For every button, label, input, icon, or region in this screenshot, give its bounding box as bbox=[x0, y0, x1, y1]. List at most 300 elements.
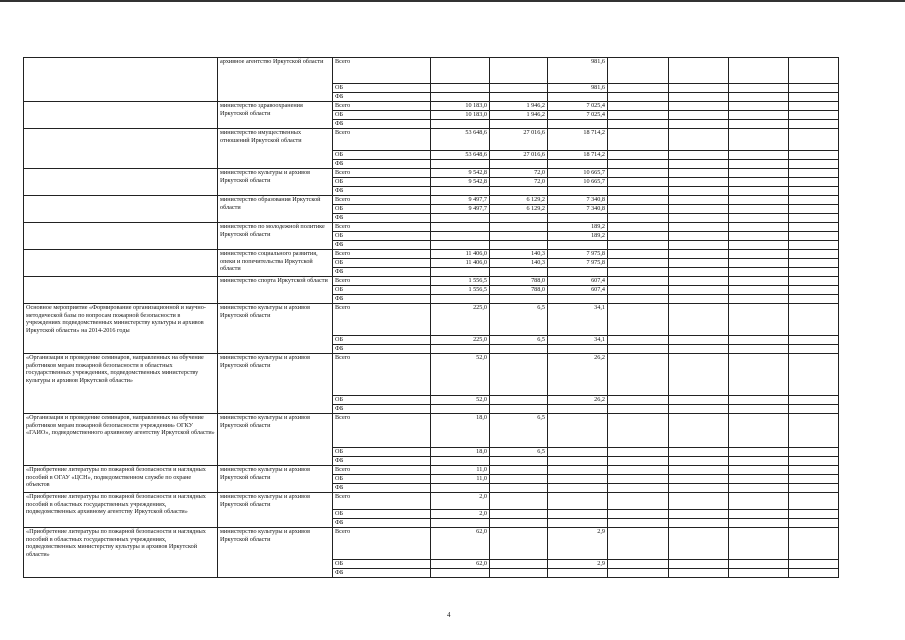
funding-source-cell: ОБ bbox=[333, 111, 431, 120]
funding-source-cell: ОБ bbox=[333, 151, 431, 160]
amount-cell-v1: 225,0 bbox=[431, 304, 490, 336]
empty-cell bbox=[608, 304, 669, 336]
empty-cell bbox=[669, 560, 729, 569]
amount-cell-v2: 140,3 bbox=[490, 259, 548, 268]
executor-cell: министерство социального развития, опеки и попечительства Иркутской области bbox=[218, 250, 333, 277]
empty-cell bbox=[608, 223, 669, 232]
amount-cell-v2 bbox=[490, 519, 548, 528]
amount-cell-v1 bbox=[431, 457, 490, 466]
empty-cell bbox=[608, 169, 669, 178]
empty-cell bbox=[669, 448, 729, 457]
empty-cell bbox=[608, 295, 669, 304]
amount-cell-v3: 981,6 bbox=[548, 84, 608, 93]
amount-cell-v2: 27 016,6 bbox=[490, 129, 548, 151]
amount-cell-v2 bbox=[490, 569, 548, 578]
empty-cell bbox=[669, 196, 729, 205]
amount-cell-v1: 62,0 bbox=[431, 560, 490, 569]
amount-cell-v1 bbox=[431, 569, 490, 578]
amount-cell-v2 bbox=[490, 354, 548, 396]
amount-cell-v2 bbox=[490, 187, 548, 196]
amount-cell-v2 bbox=[490, 268, 548, 277]
amount-cell-v3: 7 975,8 bbox=[548, 250, 608, 259]
amount-cell-v1: 11,0 bbox=[431, 466, 490, 475]
empty-cell bbox=[669, 241, 729, 250]
empty-cell bbox=[608, 519, 669, 528]
amount-cell-v1: 10 183,0 bbox=[431, 111, 490, 120]
amount-cell-v3 bbox=[548, 241, 608, 250]
empty-cell bbox=[789, 214, 839, 223]
activity-cell bbox=[24, 277, 218, 304]
empty-cell bbox=[669, 286, 729, 295]
funding-source-cell: ФБ bbox=[333, 405, 431, 414]
empty-cell bbox=[608, 466, 669, 475]
empty-cell bbox=[608, 259, 669, 268]
funding-source-cell: Всего bbox=[333, 354, 431, 396]
amount-cell-v1: 9 542,8 bbox=[431, 178, 490, 187]
funding-source-cell: ОБ bbox=[333, 205, 431, 214]
funding-source-cell: Всего bbox=[333, 102, 431, 111]
activity-cell: «Организация и проведение семинаров, направленных на обучение работников мерам пожарной безопасности в областных государственных учреждениях, подведомственных министерству культуры и архивов Иркутской области» bbox=[24, 354, 218, 414]
amount-cell-v1 bbox=[431, 223, 490, 232]
empty-cell bbox=[789, 120, 839, 129]
amount-cell-v3 bbox=[548, 569, 608, 578]
empty-cell bbox=[789, 304, 839, 336]
activity-cell: Основное мероприятие «Формирование организационной и научно-методической базы по вопросам пожарной безопасности в учреждениях подведомственных министерству культуры и архивов Иркутской области» на 2014-2016 годы bbox=[24, 304, 218, 354]
empty-cell bbox=[669, 151, 729, 160]
empty-cell bbox=[729, 93, 789, 102]
empty-cell bbox=[608, 250, 669, 259]
empty-cell bbox=[669, 277, 729, 286]
funding-source-cell: ОБ bbox=[333, 475, 431, 484]
amount-cell-v3: 7 340,8 bbox=[548, 196, 608, 205]
empty-cell bbox=[789, 484, 839, 493]
funding-source-cell: ФБ bbox=[333, 214, 431, 223]
amount-cell-v1: 2,0 bbox=[431, 510, 490, 519]
amount-cell-v3 bbox=[548, 405, 608, 414]
funding-source-cell: Всего bbox=[333, 277, 431, 286]
empty-cell bbox=[669, 205, 729, 214]
funding-source-cell: ФБ bbox=[333, 345, 431, 354]
funding-source-cell: ОБ bbox=[333, 396, 431, 405]
funding-source-cell: Всего bbox=[333, 58, 431, 84]
empty-cell bbox=[729, 519, 789, 528]
amount-cell-v2 bbox=[490, 560, 548, 569]
executor-cell: министерство имущественных отношений Иркутской области bbox=[218, 129, 333, 169]
amount-cell-v2 bbox=[490, 241, 548, 250]
empty-cell bbox=[789, 414, 839, 448]
amount-cell-v3: 10 665,7 bbox=[548, 178, 608, 187]
amount-cell-v3 bbox=[548, 519, 608, 528]
funding-source-cell: Всего bbox=[333, 169, 431, 178]
amount-cell-v3: 189,2 bbox=[548, 232, 608, 241]
empty-cell bbox=[729, 528, 789, 560]
amount-cell-v1: 62,0 bbox=[431, 528, 490, 560]
budget-table bbox=[23, 57, 839, 578]
table-row bbox=[24, 354, 839, 396]
empty-cell bbox=[729, 151, 789, 160]
empty-cell bbox=[789, 129, 839, 151]
empty-cell bbox=[669, 111, 729, 120]
amount-cell-v3 bbox=[548, 484, 608, 493]
empty-cell bbox=[729, 493, 789, 510]
executor-cell: министерство культуры и архивов Иркутской области bbox=[218, 493, 333, 528]
activity-cell bbox=[24, 169, 218, 196]
empty-cell bbox=[608, 187, 669, 196]
amount-cell-v3: 607,4 bbox=[548, 277, 608, 286]
empty-cell bbox=[729, 414, 789, 448]
amount-cell-v3 bbox=[548, 510, 608, 519]
empty-cell bbox=[729, 345, 789, 354]
empty-cell bbox=[669, 493, 729, 510]
empty-cell bbox=[729, 405, 789, 414]
executor-cell: министерство здравоохранения Иркутской области bbox=[218, 102, 333, 129]
empty-cell bbox=[669, 336, 729, 345]
empty-cell bbox=[608, 286, 669, 295]
empty-cell bbox=[608, 528, 669, 560]
activity-cell: «Приобретение литературы по пожарной безопасности и наглядных пособий в областных государственных учреждениях, подведомственных архивному агентству Иркутской области» bbox=[24, 493, 218, 528]
amount-cell-v1: 53 648,6 bbox=[431, 151, 490, 160]
amount-cell-v2 bbox=[490, 232, 548, 241]
empty-cell bbox=[669, 268, 729, 277]
empty-cell bbox=[729, 111, 789, 120]
empty-cell bbox=[729, 120, 789, 129]
amount-cell-v3: 10 665,7 bbox=[548, 169, 608, 178]
amount-cell-v2 bbox=[490, 493, 548, 510]
amount-cell-v1: 52,0 bbox=[431, 354, 490, 396]
amount-cell-v2: 6,5 bbox=[490, 448, 548, 457]
empty-cell bbox=[608, 268, 669, 277]
empty-cell bbox=[608, 120, 669, 129]
amount-cell-v1: 9 497,7 bbox=[431, 196, 490, 205]
empty-cell bbox=[608, 102, 669, 111]
amount-cell-v1: 10 183,0 bbox=[431, 102, 490, 111]
empty-cell bbox=[729, 354, 789, 396]
executor-cell: министерство культуры и архивов Иркутской области bbox=[218, 466, 333, 493]
amount-cell-v2: 140,3 bbox=[490, 250, 548, 259]
amount-cell-v1: 53 648,6 bbox=[431, 129, 490, 151]
amount-cell-v1 bbox=[431, 405, 490, 414]
empty-cell bbox=[789, 232, 839, 241]
funding-source-cell: ФБ bbox=[333, 457, 431, 466]
empty-cell bbox=[789, 111, 839, 120]
empty-cell bbox=[608, 448, 669, 457]
amount-cell-v2: 6,5 bbox=[490, 414, 548, 448]
table-row bbox=[24, 414, 839, 448]
amount-cell-v3 bbox=[548, 475, 608, 484]
empty-cell bbox=[789, 58, 839, 84]
empty-cell bbox=[669, 405, 729, 414]
amount-cell-v1 bbox=[431, 160, 490, 169]
empty-cell bbox=[608, 205, 669, 214]
activity-cell bbox=[24, 129, 218, 169]
empty-cell bbox=[669, 510, 729, 519]
empty-cell bbox=[669, 223, 729, 232]
empty-cell bbox=[608, 405, 669, 414]
amount-cell-v2 bbox=[490, 120, 548, 129]
empty-cell bbox=[789, 286, 839, 295]
executor-cell: министерство культуры и архивов Иркутской области bbox=[218, 169, 333, 196]
empty-cell bbox=[669, 93, 729, 102]
funding-source-cell: Всего bbox=[333, 466, 431, 475]
empty-cell bbox=[789, 205, 839, 214]
amount-cell-v2: 6,5 bbox=[490, 336, 548, 345]
funding-source-cell: ОБ bbox=[333, 510, 431, 519]
table-row bbox=[24, 102, 839, 111]
empty-cell bbox=[729, 250, 789, 259]
empty-cell bbox=[669, 178, 729, 187]
amount-cell-v3 bbox=[548, 414, 608, 448]
empty-cell bbox=[789, 178, 839, 187]
amount-cell-v1 bbox=[431, 214, 490, 223]
empty-cell bbox=[789, 396, 839, 405]
amount-cell-v1 bbox=[431, 84, 490, 93]
empty-cell bbox=[608, 560, 669, 569]
empty-cell bbox=[789, 519, 839, 528]
empty-cell bbox=[669, 295, 729, 304]
amount-cell-v3 bbox=[548, 466, 608, 475]
funding-source-cell: ОБ bbox=[333, 336, 431, 345]
amount-cell-v2 bbox=[490, 396, 548, 405]
empty-cell bbox=[669, 250, 729, 259]
empty-cell bbox=[789, 475, 839, 484]
empty-cell bbox=[608, 58, 669, 84]
empty-cell bbox=[669, 120, 729, 129]
amount-cell-v1 bbox=[431, 241, 490, 250]
empty-cell bbox=[789, 160, 839, 169]
executor-cell: министерство культуры и архивов Иркутской области bbox=[218, 414, 333, 466]
empty-cell bbox=[669, 304, 729, 336]
empty-cell bbox=[608, 475, 669, 484]
empty-cell bbox=[608, 484, 669, 493]
amount-cell-v3: 7 975,8 bbox=[548, 259, 608, 268]
funding-source-cell: ФБ bbox=[333, 187, 431, 196]
funding-source-cell: ФБ bbox=[333, 268, 431, 277]
empty-cell bbox=[729, 277, 789, 286]
empty-cell bbox=[729, 569, 789, 578]
amount-cell-v3 bbox=[548, 160, 608, 169]
empty-cell bbox=[608, 345, 669, 354]
amount-cell-v2 bbox=[490, 484, 548, 493]
table-row bbox=[24, 129, 839, 151]
empty-cell bbox=[608, 457, 669, 466]
amount-cell-v3: 26,2 bbox=[548, 354, 608, 396]
empty-cell bbox=[729, 160, 789, 169]
page-number: 4 bbox=[447, 611, 451, 619]
empty-cell bbox=[669, 414, 729, 448]
executor-cell: министерство спорта Иркутской области bbox=[218, 277, 333, 304]
empty-cell bbox=[608, 151, 669, 160]
empty-cell bbox=[608, 510, 669, 519]
empty-cell bbox=[789, 528, 839, 560]
amount-cell-v2: 72,0 bbox=[490, 178, 548, 187]
empty-cell bbox=[669, 259, 729, 268]
amount-cell-v2 bbox=[490, 405, 548, 414]
empty-cell bbox=[669, 345, 729, 354]
empty-cell bbox=[789, 510, 839, 519]
table-row bbox=[24, 304, 839, 336]
empty-cell bbox=[669, 169, 729, 178]
empty-cell bbox=[729, 396, 789, 405]
empty-cell bbox=[729, 259, 789, 268]
executor-cell: министерство культуры и архивов Иркутской области bbox=[218, 528, 333, 578]
empty-cell bbox=[729, 58, 789, 84]
amount-cell-v2: 788,0 bbox=[490, 277, 548, 286]
empty-cell bbox=[669, 232, 729, 241]
activity-cell bbox=[24, 223, 218, 250]
empty-cell bbox=[729, 286, 789, 295]
empty-cell bbox=[789, 223, 839, 232]
empty-cell bbox=[608, 354, 669, 396]
empty-cell bbox=[729, 295, 789, 304]
empty-cell bbox=[789, 84, 839, 93]
executor-cell: министерство культуры и архивов Иркутской области bbox=[218, 304, 333, 354]
funding-source-cell: Всего bbox=[333, 414, 431, 448]
funding-source-cell: ОБ bbox=[333, 232, 431, 241]
funding-source-cell: ОБ bbox=[333, 448, 431, 457]
amount-cell-v3: 7 025,4 bbox=[548, 102, 608, 111]
activity-cell: «Организация и проведение семинаров, направленных на обучение работников мерам пожарной безопасности учреждения» ОГКУ «ГАИО», подведомственного архивному агентству Иркутской области» bbox=[24, 414, 218, 466]
empty-cell bbox=[729, 268, 789, 277]
amount-cell-v1: 18,0 bbox=[431, 448, 490, 457]
amount-cell-v1: 1 556,5 bbox=[431, 277, 490, 286]
empty-cell bbox=[608, 241, 669, 250]
funding-source-cell: ФБ bbox=[333, 93, 431, 102]
funding-source-cell: ОБ bbox=[333, 259, 431, 268]
funding-source-cell: Всего bbox=[333, 129, 431, 151]
funding-source-cell: ОБ bbox=[333, 84, 431, 93]
executor-cell: министерство по молодежной политике Иркутской области bbox=[218, 223, 333, 250]
empty-cell bbox=[789, 259, 839, 268]
empty-cell bbox=[729, 205, 789, 214]
amount-cell-v2 bbox=[490, 295, 548, 304]
amount-cell-v2 bbox=[490, 93, 548, 102]
empty-cell bbox=[608, 160, 669, 169]
empty-cell bbox=[729, 129, 789, 151]
empty-cell bbox=[789, 295, 839, 304]
amount-cell-v3 bbox=[548, 214, 608, 223]
funding-source-cell: ФБ bbox=[333, 241, 431, 250]
funding-source-cell: Всего bbox=[333, 528, 431, 560]
funding-source-cell: ФБ bbox=[333, 569, 431, 578]
funding-source-cell: ФБ bbox=[333, 519, 431, 528]
activity-cell bbox=[24, 196, 218, 223]
amount-cell-v2 bbox=[490, 528, 548, 560]
amount-cell-v3: 189,2 bbox=[548, 223, 608, 232]
amount-cell-v3: 18 714,2 bbox=[548, 151, 608, 160]
funding-source-cell: Всего bbox=[333, 223, 431, 232]
amount-cell-v1: 52,0 bbox=[431, 396, 490, 405]
amount-cell-v2 bbox=[490, 457, 548, 466]
empty-cell bbox=[729, 196, 789, 205]
funding-source-cell: ОБ bbox=[333, 178, 431, 187]
funding-source-cell: ОБ bbox=[333, 560, 431, 569]
activity-cell bbox=[24, 102, 218, 129]
amount-cell-v2: 27 016,6 bbox=[490, 151, 548, 160]
amount-cell-v1 bbox=[431, 120, 490, 129]
empty-cell bbox=[789, 187, 839, 196]
amount-cell-v2 bbox=[490, 475, 548, 484]
empty-cell bbox=[729, 336, 789, 345]
amount-cell-v1: 2,0 bbox=[431, 493, 490, 510]
amount-cell-v1: 9 542,8 bbox=[431, 169, 490, 178]
empty-cell bbox=[669, 484, 729, 493]
amount-cell-v3: 981,6 bbox=[548, 58, 608, 84]
empty-cell bbox=[789, 560, 839, 569]
funding-source-cell: ФБ bbox=[333, 160, 431, 169]
empty-cell bbox=[669, 102, 729, 111]
empty-cell bbox=[789, 241, 839, 250]
funding-source-cell: ФБ bbox=[333, 120, 431, 129]
amount-cell-v1: 225,0 bbox=[431, 336, 490, 345]
empty-cell bbox=[729, 169, 789, 178]
empty-cell bbox=[729, 304, 789, 336]
table-row bbox=[24, 277, 839, 286]
activity-cell bbox=[24, 250, 218, 277]
amount-cell-v3 bbox=[548, 295, 608, 304]
empty-cell bbox=[789, 448, 839, 457]
amount-cell-v1: 11 406,0 bbox=[431, 259, 490, 268]
empty-cell bbox=[729, 475, 789, 484]
table-row bbox=[24, 196, 839, 205]
empty-cell bbox=[608, 178, 669, 187]
amount-cell-v3 bbox=[548, 345, 608, 354]
empty-cell bbox=[789, 466, 839, 475]
amount-cell-v3: 7 025,4 bbox=[548, 111, 608, 120]
amount-cell-v3: 607,4 bbox=[548, 286, 608, 295]
funding-source-cell: ФБ bbox=[333, 295, 431, 304]
executor-cell: министерство образования Иркутской области bbox=[218, 196, 333, 223]
table-row bbox=[24, 169, 839, 178]
empty-cell bbox=[608, 336, 669, 345]
empty-cell bbox=[669, 129, 729, 151]
activity-cell: «Приобретение литературы по пожарной безопасности и наглядных пособий в областных государственных учреждениях, подведомственных министерству культуры и архивов Иркутской области» bbox=[24, 528, 218, 578]
amount-cell-v3: 2,9 bbox=[548, 560, 608, 569]
amount-cell-v1 bbox=[431, 519, 490, 528]
amount-cell-v1 bbox=[431, 58, 490, 84]
empty-cell bbox=[789, 345, 839, 354]
empty-cell bbox=[669, 160, 729, 169]
table-row bbox=[24, 250, 839, 259]
amount-cell-v1: 9 497,7 bbox=[431, 205, 490, 214]
amount-cell-v2 bbox=[490, 510, 548, 519]
empty-cell bbox=[729, 560, 789, 569]
executor-cell: министерство культуры и архивов Иркутской области bbox=[218, 354, 333, 414]
empty-cell bbox=[729, 241, 789, 250]
amount-cell-v3: 18 714,2 bbox=[548, 129, 608, 151]
empty-cell bbox=[608, 93, 669, 102]
amount-cell-v1: 18,0 bbox=[431, 414, 490, 448]
amount-cell-v3 bbox=[548, 120, 608, 129]
amount-cell-v2 bbox=[490, 84, 548, 93]
amount-cell-v1: 11,0 bbox=[431, 475, 490, 484]
empty-cell bbox=[789, 268, 839, 277]
empty-cell bbox=[729, 232, 789, 241]
table-row bbox=[24, 466, 839, 475]
empty-cell bbox=[608, 493, 669, 510]
amount-cell-v2: 6 129,2 bbox=[490, 196, 548, 205]
amount-cell-v2 bbox=[490, 214, 548, 223]
empty-cell bbox=[789, 151, 839, 160]
empty-cell bbox=[669, 475, 729, 484]
empty-cell bbox=[729, 448, 789, 457]
empty-cell bbox=[669, 58, 729, 84]
amount-cell-v1 bbox=[431, 345, 490, 354]
executor-cell: архивное агентство Иркутской области bbox=[218, 58, 333, 102]
empty-cell bbox=[789, 93, 839, 102]
activity-cell bbox=[24, 58, 218, 102]
funding-source-cell: Всего bbox=[333, 196, 431, 205]
amount-cell-v2 bbox=[490, 58, 548, 84]
